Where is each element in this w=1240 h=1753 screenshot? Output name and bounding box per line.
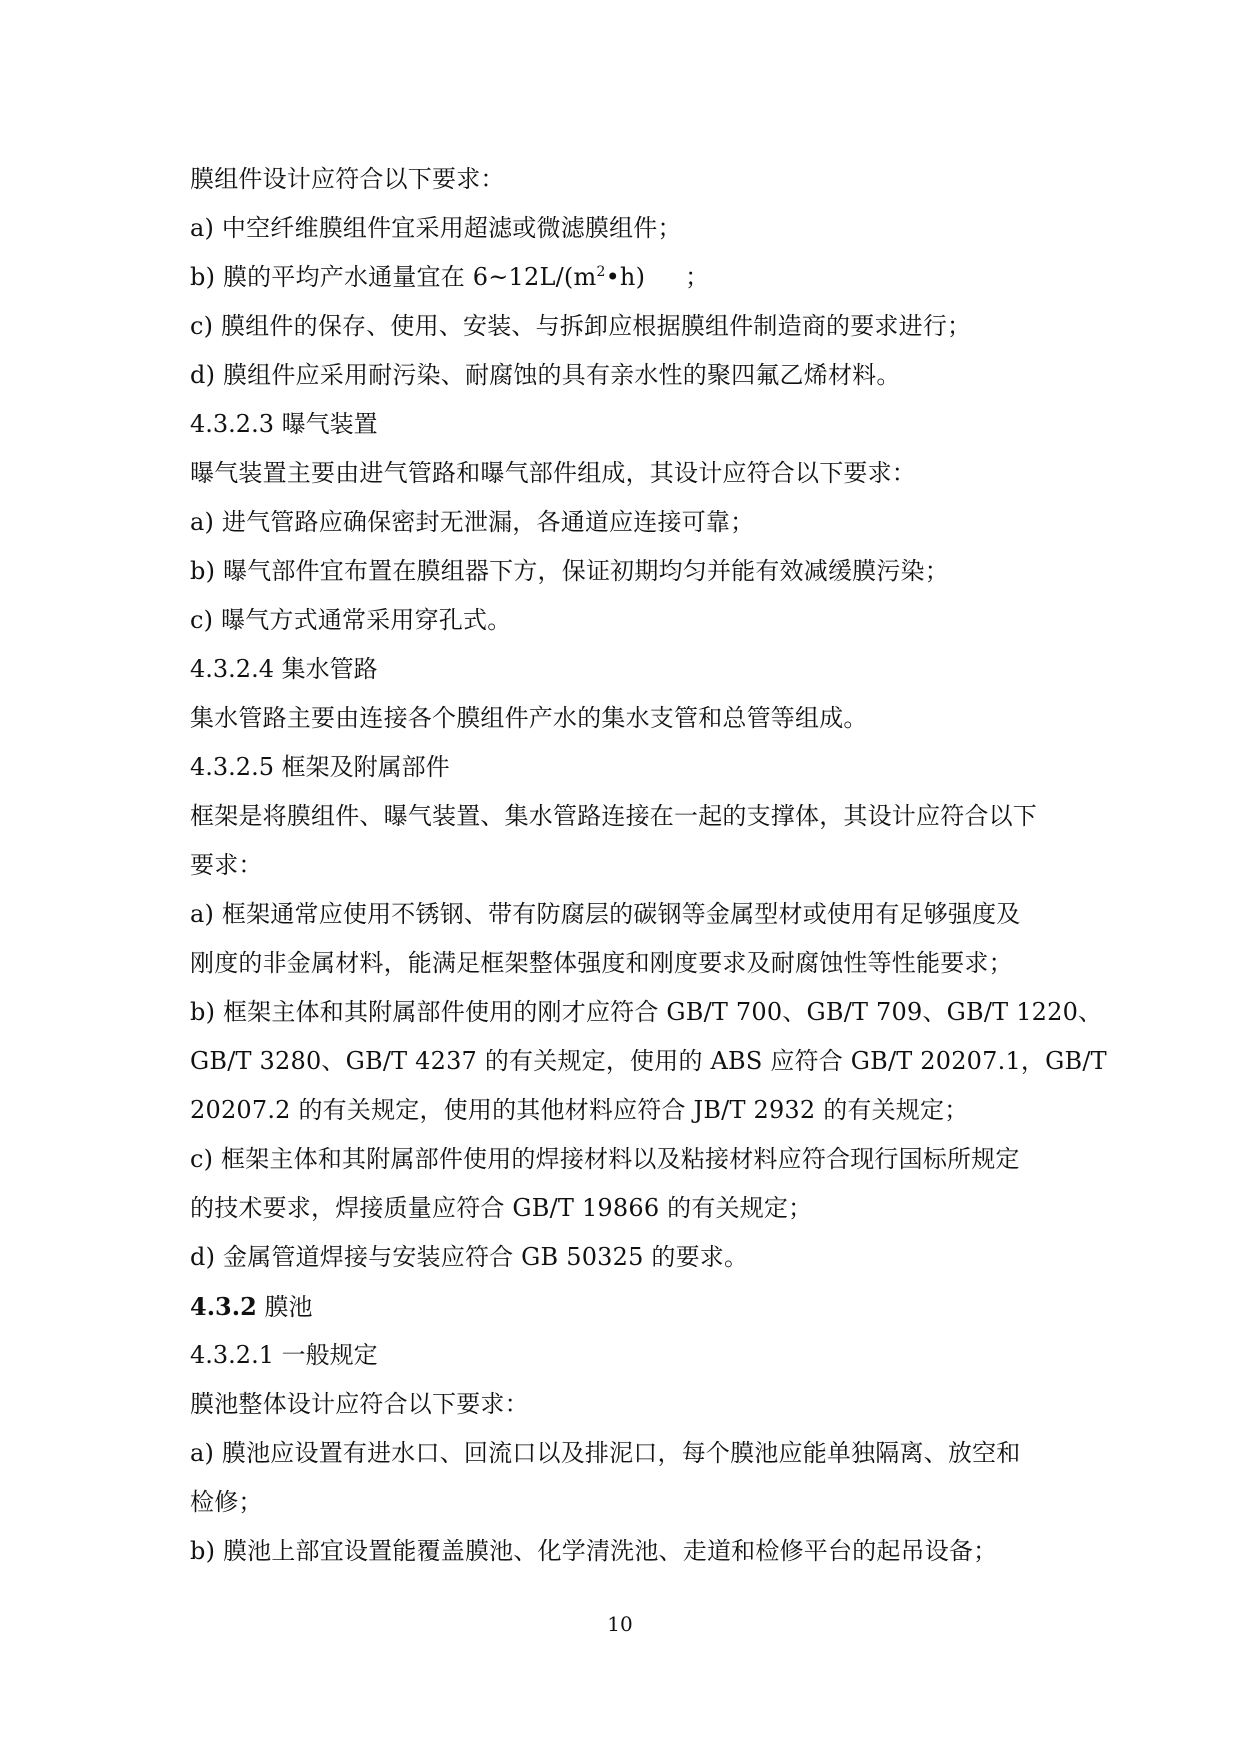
list-item-c: c) 曝气方式通常采用穿孔式。 — [190, 606, 512, 634]
list-item-b: b) 膜池上部宜设置能覆盖膜池、化学清洗池、走道和检修平台的起吊设备； — [190, 1537, 998, 1565]
section-heading-4-3-2-3: 4.3.2.3 曝气装置 — [190, 410, 378, 438]
list-item-b: b) 曝气部件宜布置在膜组器下方，保证初期均匀并能有效减缓膜污染； — [190, 557, 949, 585]
flux-tail: •h) — [605, 263, 646, 291]
text-line: 集水管路主要由连接各个膜组件产水的集水支管和总管等组成。 — [190, 704, 868, 732]
text-line: 刚度的非金属材料，能满足框架整体强度和刚度要求及耐腐蚀性等性能要求； — [190, 949, 1013, 977]
section-number: 4.3.2 — [190, 1292, 257, 1321]
list-item-c: c) 框架主体和其附属部件使用的焊接材料以及粘接材料应符合现行国标所规定 — [190, 1145, 1020, 1173]
text-line: 的技术要求，焊接质量应符合 GB/T 19866 的有关规定； — [190, 1194, 813, 1222]
text-line: 要求： — [190, 851, 263, 879]
text-line: 膜组件设计应符合以下要求： — [190, 165, 505, 193]
text-line: 20207.2 的有关规定，使用的其他材料应符合 JB/T 2932 的有关规定； — [190, 1096, 969, 1124]
flux-superscript: 2 — [596, 264, 606, 280]
section-heading-4-3-2-4: 4.3.2.4 集水管路 — [190, 655, 378, 683]
list-item-b-flux — [190, 253, 1060, 302]
section-heading-4-3-2-1: 4.3.2.1 一般规定 — [190, 1341, 378, 1369]
text-line: 框架是将膜组件、曝气装置、集水管路连接在一起的支撑体，其设计应符合以下 — [190, 802, 1037, 830]
text-line: 曝气装置主要由进气管路和曝气部件组成，其设计应符合以下要求： — [190, 459, 916, 487]
text-line: GB/T 3280、GB/T 4237 的有关规定，使用的 ABS 应符合 GB/T 20207.1，GB/T — [190, 1047, 1107, 1075]
list-item-b: b) 框架主体和其附属部件使用的刚才应符合 GB/T 700、GB/T 709、GB/T 1220、 — [190, 998, 1103, 1026]
flux-end: ； — [685, 263, 710, 291]
list-item-a: a) 中空纤维膜组件宜采用超滤或微滤膜组件； — [190, 214, 682, 242]
list-item-d: d) 膜组件应采用耐污染、耐腐蚀的具有亲水性的聚四氟乙烯材料。 — [190, 361, 901, 389]
section-heading-4-3-2-5: 4.3.2.5 框架及附属部件 — [190, 753, 450, 781]
section-title: 膜池 — [256, 1293, 313, 1321]
flux-text: b) 膜的平均产水通量宜在 6~12L/(m — [190, 263, 597, 291]
text-line: 检修； — [190, 1488, 263, 1516]
page-content — [190, 155, 1107, 1576]
list-item-c: c) 膜组件的保存、使用、安装、与拆卸应根据膜组件制造商的要求进行； — [190, 312, 972, 340]
page-number: 10 — [607, 1612, 633, 1636]
text-line: 膜池整体设计应符合以下要求： — [190, 1390, 529, 1418]
list-item-a: a) 膜池应设置有进水口、回流口以及排泥口，每个膜池应能单独隔离、放空和 — [190, 1439, 1021, 1467]
list-item-a: a) 框架通常应使用不锈钢、带有防腐层的碳钢等金属型材或使用有足够强度及 — [190, 900, 1021, 928]
list-item-a: a) 进气管路应确保密封无泄漏，各通道应连接可靠； — [190, 508, 755, 536]
list-item-d: d) 金属管道焊接与安装应符合 GB 50325 的要求。 — [190, 1243, 749, 1271]
section-heading-4-3-2 — [190, 1282, 1060, 1331]
